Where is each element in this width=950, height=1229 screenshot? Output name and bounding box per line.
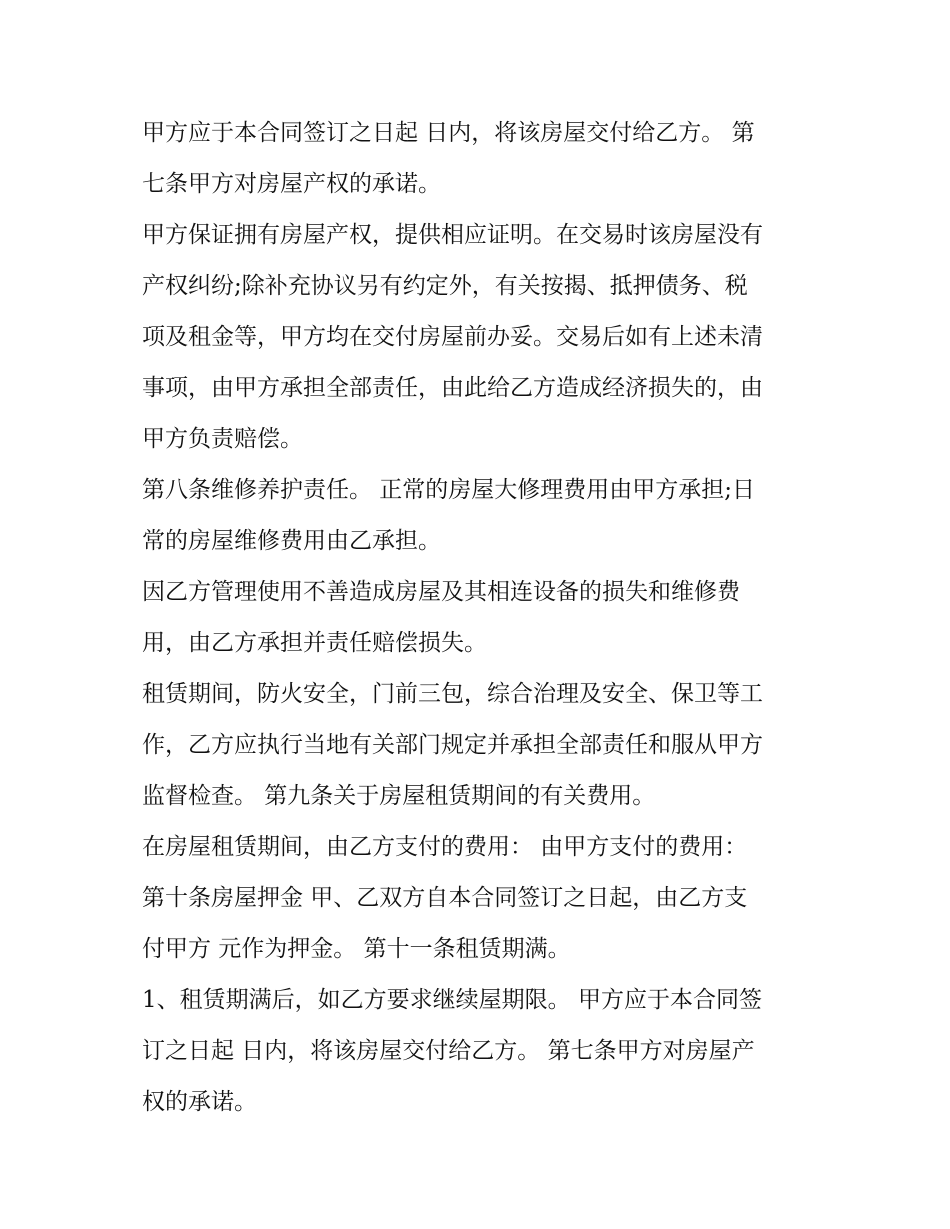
text-line: 用，由乙方承担并责任赔偿损失。 xyxy=(142,630,487,656)
text-line: 甲方保证拥有房屋产权，提供相应证明。在交易时该房屋没有 xyxy=(142,222,763,248)
text-line: 常的房屋维修费用由乙承担。 xyxy=(142,528,441,554)
text-line: 租赁期间，防火安全，门前三包，综合治理及安全、保卫等工 xyxy=(142,681,763,707)
text-line: 事项，由甲方承担全部责任，由此给乙方造成经济损失的，由 xyxy=(142,375,763,401)
text-line: 权的承诺。 xyxy=(142,1089,257,1115)
text-line: 项及租金等，甲方均在交付房屋前办妥。交易后如有上述未清 xyxy=(142,324,763,350)
text-line: 监督检查。 第九条关于房屋租赁期间的有关费用。 xyxy=(142,783,656,809)
text-line: 产权纠纷;除补充协议另有约定外，有关按揭、抵押债务、税 xyxy=(142,273,748,299)
text-line: 1、租赁期满后，如乙方要求继续屋期限。 甲方应于本合同签 xyxy=(142,987,762,1013)
paragraph-property-guarantee xyxy=(142,210,814,465)
text-line: 甲方负责赔偿。 xyxy=(142,426,303,452)
paragraph-safety xyxy=(142,669,814,822)
paragraph-damage-liability xyxy=(142,567,814,669)
text-line: 甲方应于本合同签订之日起 日内，将该房屋交付给乙方。 第 xyxy=(142,120,755,146)
paragraph-maintenance xyxy=(142,465,814,567)
text-line: 因乙方管理使用不善造成房屋及其相连设备的损失和维修费 xyxy=(142,579,740,605)
text-line: 付甲方 元作为押金。 第十一条租赁期满。 xyxy=(142,936,571,962)
paragraph-fees xyxy=(142,822,814,873)
text-line: 订之日起 日内，将该房屋交付给乙方。 第七条甲方对房屋产 xyxy=(142,1038,755,1064)
paragraph-deposit xyxy=(142,873,814,975)
text-line: 第八条维修养护责任。 正常的房屋大修理费用由甲方承担;日 xyxy=(142,477,756,503)
paragraph-lease-expiry xyxy=(142,975,814,1128)
text-line: 七条甲方对房屋产权的承诺。 xyxy=(142,171,441,197)
document-body xyxy=(142,108,814,1128)
text-line: 在房屋租赁期间，由乙方支付的费用： 由甲方支付的费用： xyxy=(142,834,748,860)
text-line: 第十条房屋押金 甲、乙双方自本合同签订之日起，由乙方支 xyxy=(142,885,748,911)
text-line: 作，乙方应执行当地有关部门规定并承担全部责任和服从甲方 xyxy=(142,732,763,758)
paragraph-delivery xyxy=(142,108,814,210)
